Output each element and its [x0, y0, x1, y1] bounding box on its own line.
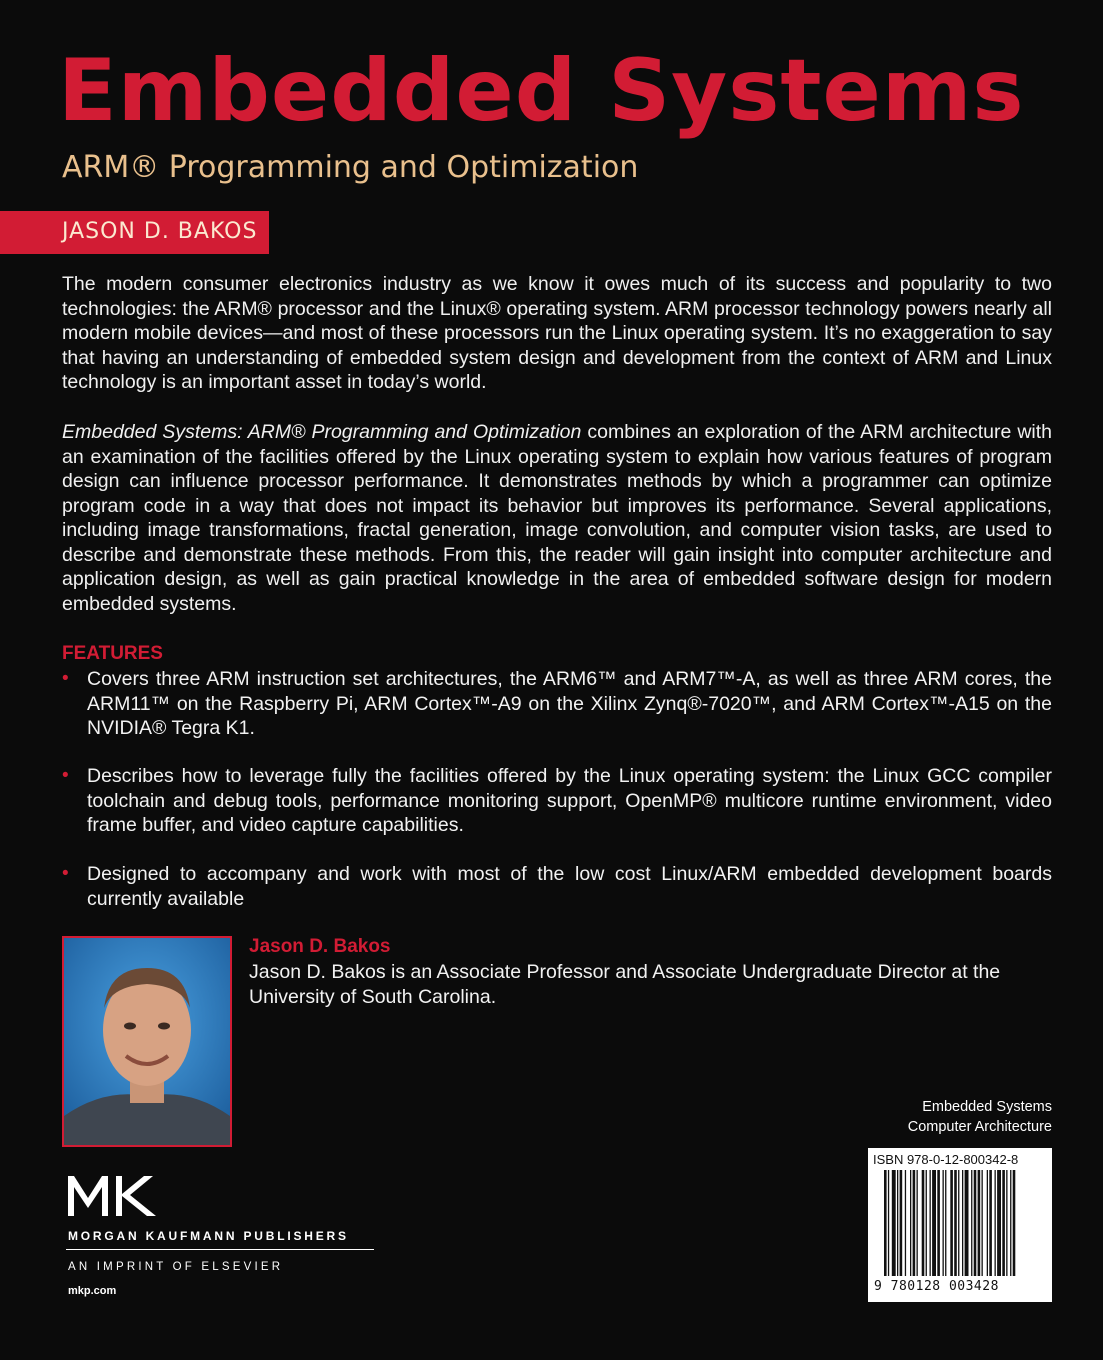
- feature-text: Designed to accompany and work with most of the low cost Linux/ARM embedded development boards currently available: [87, 863, 1052, 910]
- author-portrait-icon: [64, 938, 230, 1145]
- description-paragraph-2-body: combines an exploration of the ARM architecture with an examination of the facilities offered by the Linux operating system to explain how various features of program design can influence processor performance. It demonstrates methods by which a programmer can optimize program code in a way that does not impact its behavior but improves its performance. Several applications, including image transformations, fractal generation, image convolution, and computer vision tasks, are used to describe and demonstrate these methods. From this, the reader will gain insight into computer architecture and application design, as well as gain practical knowledge in the area of embedded software design for modern embedded systems.: [62, 421, 1052, 615]
- publisher-url: mkp.com: [68, 1285, 117, 1297]
- publisher-imprint: AN IMPRINT OF ELSEVIER: [68, 1261, 284, 1273]
- bullet-icon: •: [62, 765, 69, 786]
- feature-item: [62, 764, 1052, 838]
- book-subtitle: ARM® Programming and Optimization: [62, 150, 639, 185]
- description-book-title: Embedded Systems: ARM® Programming and Optimization: [62, 421, 582, 443]
- feature-item: [62, 862, 1052, 911]
- barcode-box: [868, 1148, 1052, 1302]
- features-heading: FEATURES: [62, 643, 163, 664]
- author-photo: [62, 936, 232, 1147]
- mk-logo-icon: [66, 1172, 166, 1218]
- bio-text: Jason D. Bakos is an Associate Professor and Associate Undergraduate Director at the University of South Carolina.: [249, 961, 1001, 1008]
- category-line-2: Computer Architecture: [907, 1119, 1052, 1135]
- author-band-label: JASON D. BAKOS: [62, 219, 258, 244]
- publisher-name: MORGAN KAUFMANN PUBLISHERS: [68, 1229, 349, 1243]
- barcode-icon: [868, 1170, 1052, 1280]
- isbn-label: ISBN 978-0-12-800342-8: [873, 1152, 1019, 1167]
- barcode-number: 9 780128 003428: [874, 1279, 999, 1294]
- bullet-icon: •: [62, 668, 69, 689]
- publisher-divider: [66, 1249, 374, 1250]
- book-title: Embedded Systems: [58, 41, 1025, 141]
- bio-name: Jason D. Bakos: [249, 936, 391, 957]
- author-band: [0, 211, 269, 254]
- description-paragraph-2: [62, 420, 1052, 616]
- bullet-icon: •: [62, 863, 69, 884]
- feature-item: [62, 667, 1052, 741]
- feature-text: Covers three ARM instruction set architectures, the ARM6™ and ARM7™-A, as well as three ARM cores, the ARM11™ on the Raspberry Pi, ARM Cortex™-A9 on the Xilinx Zynq®-7020™, and ARM Cortex™-A15 on the NVIDIA® Tegra K1.: [87, 668, 1052, 739]
- feature-text: Describes how to leverage fully the facilities offered by the Linux operating system: the Linux GCC compiler toolchain and debug tools, performance monitoring support, OpenMP® multicore runtime environment, video frame buffer, and video capture capabilities.: [87, 765, 1052, 836]
- description-paragraph-1: The modern consumer electronics industry as we know it owes much of its success and popularity to two technologies: the ARM® processor and the Linux® operating system. ARM processor technology powers nearly all modern mobile devices—and most of these processors run the Linux operating system. It’s no exaggeration to say that having an understanding of embedded system design and development from the context of ARM and Linux technology is an important asset in today’s world.: [62, 273, 1052, 393]
- category-line-1: Embedded Systems: [922, 1099, 1052, 1115]
